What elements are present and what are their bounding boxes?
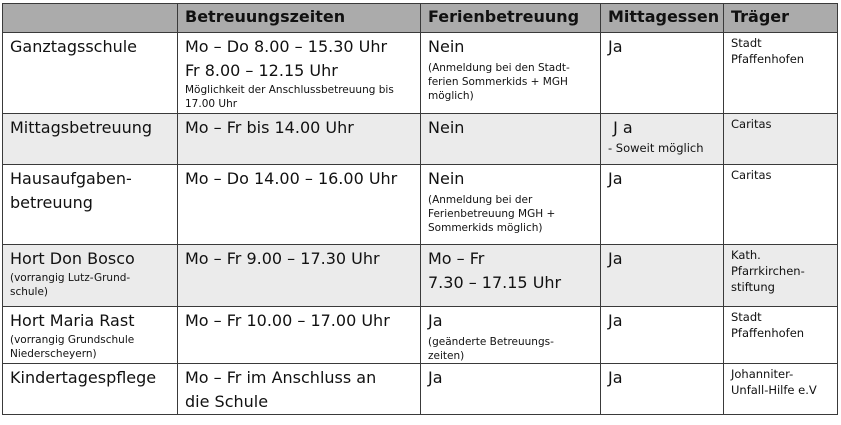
ferien-cell: [421, 307, 601, 364]
ferien-value: Nein: [428, 118, 465, 137]
table-row: [3, 307, 838, 364]
traeger-value: Stadt Pfaffenhofen: [731, 310, 805, 340]
mittag-cell: [601, 114, 724, 165]
times-cell: [178, 364, 421, 415]
times-line: Mo – Fr 9.00 – 17.30 Uhr: [185, 249, 380, 268]
ferien-cell: [421, 165, 601, 245]
ferien-cell: [421, 114, 601, 165]
traeger-value: Stadt Pfaffenhofen: [731, 36, 805, 66]
row-name-cell: [3, 245, 178, 307]
row-name: Kindertagespflege: [10, 368, 157, 387]
mittag-cell: [601, 245, 724, 307]
traeger-cell: [724, 307, 838, 364]
times-cell: [178, 245, 421, 307]
header-traeger: Träger: [724, 4, 838, 33]
traeger-value: Johanniter-Unfall-Hilfe e.V: [731, 367, 817, 397]
ferien-cell: [421, 33, 601, 114]
row-name: Hort Maria Rast: [10, 311, 135, 330]
table-row: [3, 114, 838, 165]
row-name-cell: [3, 33, 178, 114]
row-name-note: (vorrangig Lutz-Grund-schule): [10, 272, 131, 298]
header-row: [3, 4, 838, 33]
mittag-value: Ja: [608, 368, 623, 387]
traeger-cell: [724, 165, 838, 245]
mittag-cell: [601, 165, 724, 245]
ferien-note: (Anmeldung bei der Ferienbetreuung MGH + Sommerkids möglich): [428, 194, 556, 234]
times-line: Mo – Do 14.00 – 16.00 Uhr: [185, 169, 398, 188]
ferien-value: Nein: [428, 37, 465, 56]
mittag-value: Ja: [608, 311, 623, 330]
ferien-note: (geänderte Betreuungs-zeiten): [428, 336, 554, 362]
row-name: Hort Don Bosco: [10, 249, 135, 268]
times-line: Mo – Fr 10.00 – 17.00 Uhr: [185, 311, 390, 330]
times-cell: [178, 307, 421, 364]
table-row: [3, 245, 838, 307]
ferien-note: (Anmeldung bei den Stadt-ferien Sommerkids + MGH möglich): [428, 62, 570, 102]
times-line: Mo – Fr im Anschluss an die Schule: [185, 368, 377, 411]
times-cell: [178, 33, 421, 114]
row-name-cell: [3, 307, 178, 364]
mittag-value: Ja: [608, 169, 623, 188]
mittag-note: - Soweit möglich: [608, 141, 704, 155]
mittag-value: Ja: [608, 37, 623, 56]
times-line: Mo – Fr bis 14.00 Uhr: [185, 118, 354, 137]
times-line: Fr 8.00 – 12.15 Uhr: [185, 61, 338, 80]
ferien-cell: [421, 245, 601, 307]
row-name-cell: [3, 364, 178, 415]
header-empty: [3, 4, 178, 33]
row-name-note: (vorrangig Grundschule Niederscheyern): [10, 334, 135, 360]
traeger-cell: [724, 33, 838, 114]
mittag-cell: [601, 364, 724, 415]
ferien-value-line2: 7.30 – 17.15 Uhr: [428, 273, 562, 292]
times-cell: [178, 114, 421, 165]
table-row: [3, 364, 838, 415]
traeger-cell: [724, 114, 838, 165]
times-line: Mo – Do 8.00 – 15.30 Uhr: [185, 37, 388, 56]
care-table-container: [2, 3, 838, 415]
ferien-value: Mo – Fr: [428, 249, 485, 268]
row-name: Mittagsbetreuung: [10, 118, 153, 137]
times-note: Möglichkeit der Anschlussbetreuung bis 17.00 Uhr: [185, 84, 394, 110]
mittag-cell: [601, 33, 724, 114]
header-betreuungszeiten: Betreuungszeiten: [178, 4, 421, 33]
row-name-cell: [3, 165, 178, 245]
ferien-cell: [421, 364, 601, 415]
traeger-value: Caritas: [731, 117, 772, 131]
ferien-value: Nein: [428, 169, 465, 188]
table-row: [3, 165, 838, 245]
traeger-cell: [724, 245, 838, 307]
traeger-value: Kath. Pfarrkirchen-stiftung: [731, 248, 805, 294]
header-mittagessen: Mittagessen: [601, 4, 724, 33]
traeger-cell: [724, 364, 838, 415]
row-name: Hausaufgaben-betreuung: [10, 169, 132, 212]
row-name-cell: [3, 114, 178, 165]
mittag-cell: [601, 307, 724, 364]
times-cell: [178, 165, 421, 245]
care-schedule-table: [2, 3, 838, 415]
header-ferienbetreuung: Ferienbetreuung: [421, 4, 601, 33]
table-row: [3, 33, 838, 114]
mittag-value: J a: [608, 118, 633, 137]
mittag-value: Ja: [608, 249, 623, 268]
traeger-value: Caritas: [731, 168, 772, 182]
row-name: Ganztagsschule: [10, 37, 138, 56]
ferien-value: Ja: [428, 368, 443, 387]
ferien-value: Ja: [428, 311, 443, 330]
